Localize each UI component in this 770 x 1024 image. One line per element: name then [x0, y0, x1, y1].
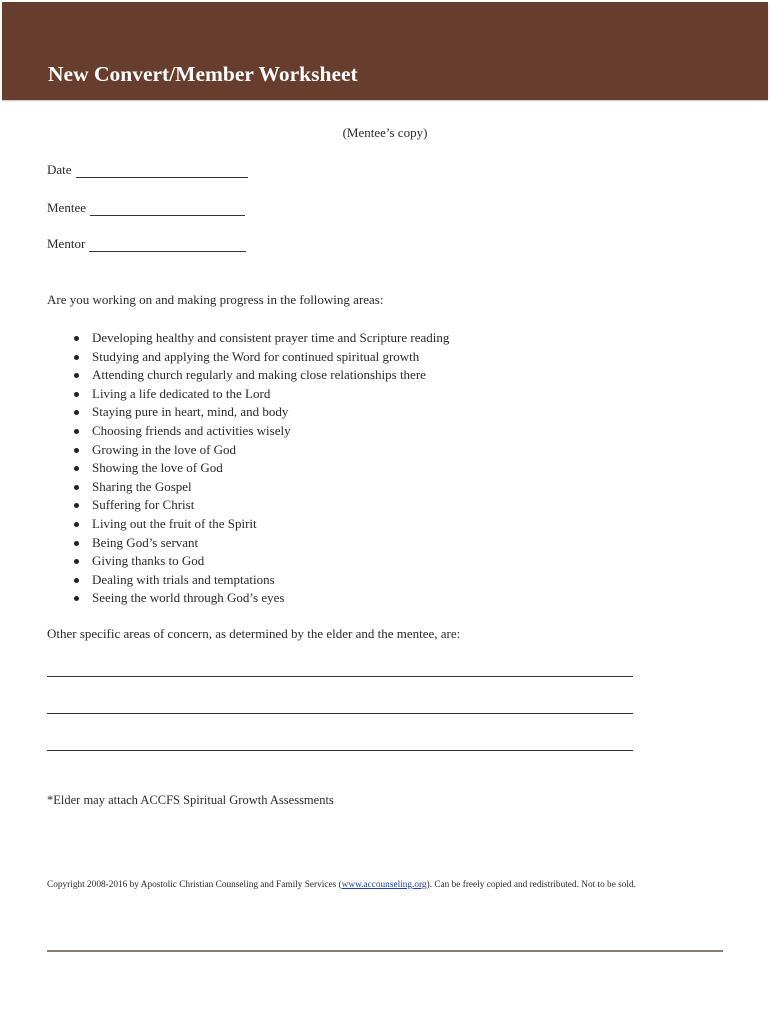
area-item	[74, 348, 449, 367]
area-item	[74, 385, 449, 404]
area-item-text: Suffering for Christ	[92, 497, 195, 513]
area-item	[74, 571, 449, 590]
copyright-notice	[47, 880, 636, 890]
bullet-icon	[74, 503, 79, 508]
area-item-text: Studying and applying the Word for continued spiritual growth	[92, 348, 420, 364]
bullet-icon	[74, 448, 79, 453]
area-item	[74, 329, 449, 348]
bullet-icon	[74, 410, 79, 415]
area-item-text: Living a life dedicated to the Lord	[92, 385, 271, 401]
area-item	[74, 496, 449, 515]
copy-designation: (Mentee’s copy)	[342, 125, 428, 140]
bullet-icon	[74, 541, 79, 546]
area-item	[74, 534, 449, 553]
areas-list	[74, 329, 449, 608]
website-link[interactable]: www.accounseling.org	[341, 880, 427, 890]
area-item	[74, 441, 449, 460]
concern-label: Other specific areas of concern, as determined by the elder and the mentee, are:	[47, 626, 461, 641]
area-item-text: Staying pure in heart, mind, and body	[92, 404, 289, 420]
area-item-text: Living out the fruit of the Spirit	[92, 515, 257, 531]
mentor-field[interactable]	[47, 236, 246, 252]
area-item	[74, 422, 449, 441]
area-item-text: Growing in the love of God	[92, 441, 237, 457]
mentor-label: Mentor	[47, 236, 86, 251]
areas-intro: Are you working on and making progress in the following areas:	[47, 292, 384, 307]
bullet-icon	[74, 429, 79, 434]
copyright-suffix: ). Can be freely copied and redistributed. Not to be sold.	[426, 880, 636, 890]
header-band	[2, 2, 768, 100]
bullet-icon	[74, 596, 79, 601]
area-item-text: Attending church regularly and making close relationships there	[92, 367, 426, 383]
document-title: New Convert/Member Worksheet	[48, 62, 358, 86]
date-blank-line[interactable]	[76, 165, 248, 178]
bullet-icon	[74, 392, 79, 397]
area-item	[74, 515, 449, 534]
date-field[interactable]	[47, 162, 248, 178]
area-item-text: Giving thanks to God	[92, 553, 205, 569]
bullet-icon	[74, 336, 79, 341]
bullet-icon	[74, 373, 79, 378]
area-item-text: Showing the love of God	[92, 460, 223, 476]
footer-divider	[47, 950, 723, 952]
bullet-icon	[74, 522, 79, 527]
bullet-icon	[74, 485, 79, 490]
bullet-icon	[74, 578, 79, 583]
concern-line[interactable]	[47, 750, 633, 751]
area-item-text: Seeing the world through God’s eyes	[92, 590, 285, 606]
area-item	[74, 478, 449, 497]
concern-line[interactable]	[47, 713, 633, 714]
bullet-icon	[74, 559, 79, 564]
copyright-prefix: Copyright 2008-2016 by Apostolic Christian Counseling and Family Services (	[47, 880, 342, 890]
area-item-text: Sharing the Gospel	[92, 478, 192, 494]
bullet-icon	[74, 355, 79, 360]
area-item	[74, 459, 449, 478]
elder-note: *Elder may attach ACCFS Spiritual Growth Assessments	[47, 793, 334, 807]
bullet-icon	[74, 466, 79, 471]
mentor-blank-line[interactable]	[89, 239, 246, 252]
mentee-field[interactable]	[47, 200, 245, 216]
area-item-text: Developing healthy and consistent prayer time and Scripture reading	[92, 330, 450, 345]
area-item	[74, 589, 449, 608]
area-item-text: Dealing with trials and temptations	[92, 571, 275, 587]
area-item	[74, 552, 449, 571]
concern-line[interactable]	[47, 676, 633, 677]
mentee-label: Mentee	[47, 200, 86, 215]
date-label: Date	[47, 162, 72, 177]
mentee-blank-line[interactable]	[90, 203, 245, 216]
area-item	[74, 403, 449, 422]
area-item	[74, 366, 449, 385]
area-item-text: Choosing friends and activities wisely	[92, 422, 291, 438]
area-item-text: Being God’s servant	[92, 534, 199, 550]
